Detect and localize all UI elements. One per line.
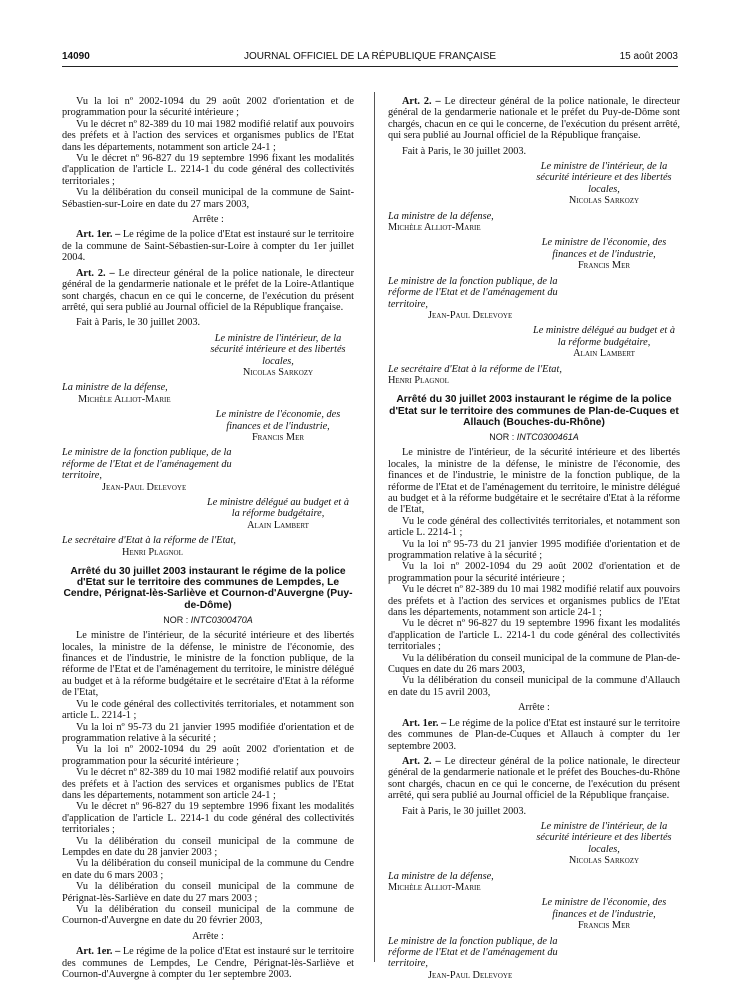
- article-label: Art. 2. –: [402, 96, 441, 107]
- signature-name: Michèle Alliot-Marie: [388, 881, 481, 893]
- done-at: Fait à Paris, le 30 juillet 2003.: [402, 145, 527, 157]
- signature-title: Le ministre de l'économie, des finances et de l'industrie,: [541, 237, 667, 260]
- article-2: [388, 756, 680, 802]
- signature-title: Le secrétaire d'Etat à la réforme de l'Etat,: [388, 363, 562, 375]
- signature-name: Nicolas Sarkozy: [568, 855, 640, 867]
- visa: Vu la loi nº 95-73 du 21 janvier 1995 modifiée d'orientation et de programmation relative à la sécurité ;: [388, 538, 680, 562]
- nor-code: INTC0300461A: [516, 431, 579, 442]
- left-column: [62, 96, 354, 980]
- article-label: Art. 1er. –: [76, 229, 121, 241]
- signature-economie: [202, 409, 354, 443]
- signature-name: Michèle Alliot-Marie: [388, 222, 481, 234]
- article-text: Le régime de la police d'Etat est instauré sur le territoire de la commune de Saint-Sébastien-sur-Loire à compter du 1er juillet 2004.: [62, 229, 354, 264]
- signature-interieur: [528, 161, 680, 207]
- visa: Vu la délibération du conseil municipal de la commune de Pérignat-lès-Sarliève en date du 27 mars 2003 ;: [62, 881, 354, 904]
- page-number: 14090: [62, 51, 90, 62]
- signature-defense: [62, 382, 354, 405]
- signature-title: Le ministre de la fonction publique, de la réforme de l'Etat et de l'aménagement du territoire,: [62, 447, 232, 482]
- decree-title: Arrêté du 30 juillet 2003 instaurant le régime de la police d'Etat sur le territoire des communes de Lempdes, Le Cendre, Pérignat-lès-Sarliève et Cournon-d'Auvergne (Puy-de-Dôme): [63, 566, 353, 611]
- visa: Vu le décret nº 96-827 du 19 septembre 1996 fixant les modalités d'application de l'article L. 2214-1 du code général des collectivités territoriales ;: [62, 801, 354, 836]
- visa: Vu le code général des collectivités territoriales, et notamment son article L. 2214-1 ;: [62, 698, 354, 722]
- signature-fonction-publique: [388, 276, 578, 322]
- signature-title: Le ministre délégué au budget et à la réforme budgétaire,: [532, 325, 676, 348]
- visa: Vu le décret nº 82-389 du 10 mai 1982 modifié relatif aux pouvoirs des préfets et à l'action des services et organismes publics de l'Etat dans les départements, notamment son article 24-1 ;: [62, 767, 354, 801]
- signature-title: Le secrétaire d'Etat à la réforme de l'Etat,: [62, 535, 236, 547]
- signature-name: Francis Mer: [577, 920, 631, 932]
- signature-title: Le ministre de l'intérieur, de la sécurité intérieure et des libertés locales,: [210, 332, 346, 367]
- arrete-heading: Arrête :: [518, 702, 550, 714]
- visa: Vu le décret nº 96-827 du 19 septembre 1996 fixant les modalités d'application de l'article L. 2214-1 du code général des collectivités territoriales ;: [62, 153, 354, 187]
- article-2: [62, 268, 354, 314]
- visa: Vu le décret nº 82-389 du 10 mai 1982 modifié relatif aux pouvoirs des préfets et à l'action des services et organismes publics de l'Etat dans les départements, notamment son article 24-1 ;: [62, 118, 354, 153]
- visa: Vu la délibération du conseil municipal de la commune d'Allauch en date du 15 avril 2003,: [388, 675, 680, 698]
- decree-intro: Le ministre de l'intérieur, de la sécurité intérieure et des libertés locales, la ministre de la défense, le ministre de l'économie, des finances et de l'industrie, le ministre de la fonction publique, de la réforme de l'Etat et de l'aménagement du territoire, le ministre délégué au budget et à la réforme budgétaire et le secrétaire d'Etat à la réforme de l'Etat,: [62, 630, 354, 699]
- arrete-heading: Arrête :: [192, 930, 224, 942]
- signature-economie: [528, 237, 680, 271]
- signature-defense: [388, 871, 680, 894]
- signature-fonction-publique: [62, 447, 252, 493]
- signature-interieur: [202, 333, 354, 379]
- nor-label: NOR :: [489, 431, 515, 442]
- column-divider: [374, 92, 375, 962]
- article-2: [388, 96, 680, 142]
- signature-title: Le ministre de l'économie, des finances et de l'industrie,: [215, 409, 341, 432]
- article-1: [62, 229, 354, 263]
- visa: Vu la délibération du conseil municipal de la commune de Cournon-d'Auvergne en date du 20 février 2003,: [62, 904, 354, 927]
- article-text: Le directeur général de la police nationale, le directeur général de la gendarmerie nationale et le préfet du Puy-de-Dôme sont chargés, chacun en ce qui le concerne, de l'exécution du présent arrêté, qui sera publié au Journal officiel de la République française.: [388, 96, 681, 142]
- signature-name: Michèle Alliot-Marie: [78, 393, 171, 405]
- signature-name: Henri Plagnol: [388, 374, 449, 386]
- signature-secretaire: [388, 364, 680, 387]
- signature-name: Alain Lambert: [573, 348, 635, 360]
- signature-budget: [528, 325, 680, 359]
- visa: Vu la délibération du conseil municipal de la commune de Plan-de-Cuques en date du 26 mars 2003,: [388, 652, 680, 676]
- nor-code: INTC0300470A: [190, 614, 253, 625]
- signature-name: Henri Plagnol: [122, 546, 183, 558]
- signature-interieur: [528, 821, 680, 867]
- article-label: Art. 2. –: [76, 267, 115, 279]
- visa: Vu la délibération du conseil municipal de la commune de Saint-Sébastien-sur-Loire en date du 27 mars 2003,: [62, 187, 354, 210]
- signature-name: Jean-Paul Delevoye: [428, 969, 513, 981]
- article-label: Art. 1er. –: [76, 946, 121, 958]
- signature-title: Le ministre de la fonction publique, de la réforme de l'Etat et de l'aménagement du territoire,: [388, 935, 558, 970]
- header-rule: [62, 66, 678, 67]
- decree-intro: Le ministre de l'intérieur, de la sécurité intérieure et des libertés locales, la ministre de la défense, le ministre de l'économie, des finances et de l'industrie, le ministre de la fonction publique, de la réforme de l'Etat et de l'aménagement du territoire, le ministre délégué au budget et à la réforme budgétaire et le secrétaire d'Etat à la réforme de l'Etat,: [388, 447, 680, 516]
- signature-name: Francis Mer: [577, 260, 631, 272]
- signature-fonction-publique: [388, 936, 578, 982]
- signature-budget: [202, 497, 354, 531]
- signature-title: La ministre de la défense,: [388, 870, 494, 882]
- article-text: Le régime de la police d'Etat est instauré sur le territoire des communes de Plan-de-Cuques et Allauch à compter du 1er septembre 2003.: [388, 717, 680, 752]
- done-at: Fait à Paris, le 30 juillet 2003.: [76, 317, 201, 329]
- article-text: Le régime de la police d'Etat est instauré sur le territoire des communes de Lempdes, Le Cendre, Pérignat-lès-Sarliève et Cournon-d'Auvergne à compter du 1er septembre 2003.: [62, 946, 354, 981]
- nor-reference: [62, 615, 354, 626]
- visa: Vu le code général des collectivités territoriales, et notamment son article L. 2214-1 ;: [388, 515, 680, 539]
- journal-title: JOURNAL OFFICIEL DE LA RÉPUBLIQUE FRANÇAISE: [243, 51, 497, 62]
- signature-title: Le ministre de l'économie, des finances et de l'industrie,: [541, 897, 667, 920]
- signature-name: Francis Mer: [251, 431, 305, 443]
- signature-name: Nicolas Sarkozy: [568, 195, 640, 207]
- nor-reference: [388, 432, 680, 443]
- visa: Vu le décret nº 96-827 du 19 septembre 1996 fixant les modalités d'application de l'article L. 2214-1 du code général des collectivités territoriales ;: [388, 618, 680, 653]
- right-column: [388, 96, 680, 981]
- visa: Vu la loi nº 2002-1094 du 29 août 2002 d'orientation et de programmation pour la sécurité intérieure ;: [62, 744, 354, 767]
- signature-name: Alain Lambert: [247, 519, 309, 531]
- visa: Vu la loi nº 2002-1094 du 29 août 2002 d'orientation et de programmation pour la sécurité intérieure ;: [62, 96, 354, 119]
- signature-defense: [388, 211, 680, 234]
- signature-name: Jean-Paul Delevoye: [102, 481, 187, 493]
- signature-title: Le ministre de la fonction publique, de la réforme de l'Etat et de l'aménagement du territoire,: [388, 275, 558, 310]
- issue-date: 15 août 2003: [619, 51, 678, 62]
- done-at: Fait à Paris, le 30 juillet 2003.: [402, 805, 527, 817]
- page-header: [62, 51, 678, 65]
- signature-title: La ministre de la défense,: [62, 382, 168, 394]
- signature-economie: [528, 897, 680, 931]
- signature-title: La ministre de la défense,: [388, 210, 494, 222]
- article-1: [62, 946, 354, 980]
- signature-title: Le ministre de l'intérieur, de la sécurité intérieure et des libertés locales,: [536, 161, 672, 195]
- article-label: Art. 1er. –: [402, 717, 447, 729]
- decree-title: Arrêté du 30 juillet 2003 instaurant le régime de la police d'Etat sur le territoire des communes de Plan-de-Cuques et Allauch (Bouches-du-Rhône): [389, 394, 679, 428]
- arrete-heading: Arrête :: [192, 214, 224, 226]
- article-text: Le directeur général de la police nationale, le directeur général de la gendarmerie nationale et le préfet de la Loire-Atlantique sont chargés, chacun en ce qui le concerne, de l'exécution du présent arrêté, qui sera publié au Journal officiel de la République française.: [62, 267, 355, 313]
- article-label: Art. 2. –: [402, 755, 441, 767]
- signature-secretaire: [62, 535, 354, 558]
- signature-title: Le ministre délégué au budget et à la réforme budgétaire,: [206, 497, 350, 520]
- visa: Vu le décret nº 82-389 du 10 mai 1982 modifié relatif aux pouvoirs des préfets et à l'action des services et organismes publics de l'Etat dans les départements, notamment son article 24-1 ;: [388, 584, 680, 619]
- signature-name: Nicolas Sarkozy: [242, 366, 314, 378]
- signature-title: Le ministre de l'intérieur, de la sécurité intérieure et des libertés locales,: [536, 820, 672, 855]
- signature-name: Jean-Paul Delevoye: [428, 309, 513, 321]
- nor-label: NOR :: [163, 614, 189, 625]
- visa: Vu la délibération du conseil municipal de la commune du Cendre en date du 6 mars 2003 ;: [62, 858, 354, 881]
- visa: Vu la loi nº 2002-1094 du 29 août 2002 d'orientation et de programmation pour la sécurité intérieure ;: [388, 561, 680, 584]
- visa: Vu la délibération du conseil municipal de la commune de Lempdes en date du 28 janvier 2003 ;: [62, 835, 354, 858]
- article-1: [388, 718, 680, 752]
- article-text: Le directeur général de la police nationale, le directeur général de la gendarmerie nationale et le préfet des Bouches-du-Rhône sont chargés, chacun en ce qui le concerne, de l'exécution du présent arrêté, qui sera publié au Journal officiel de la République française.: [388, 755, 681, 802]
- visa: Vu la loi nº 95-73 du 21 janvier 1995 modifiée d'orientation et de programmation relative à la sécurité ;: [62, 721, 354, 744]
